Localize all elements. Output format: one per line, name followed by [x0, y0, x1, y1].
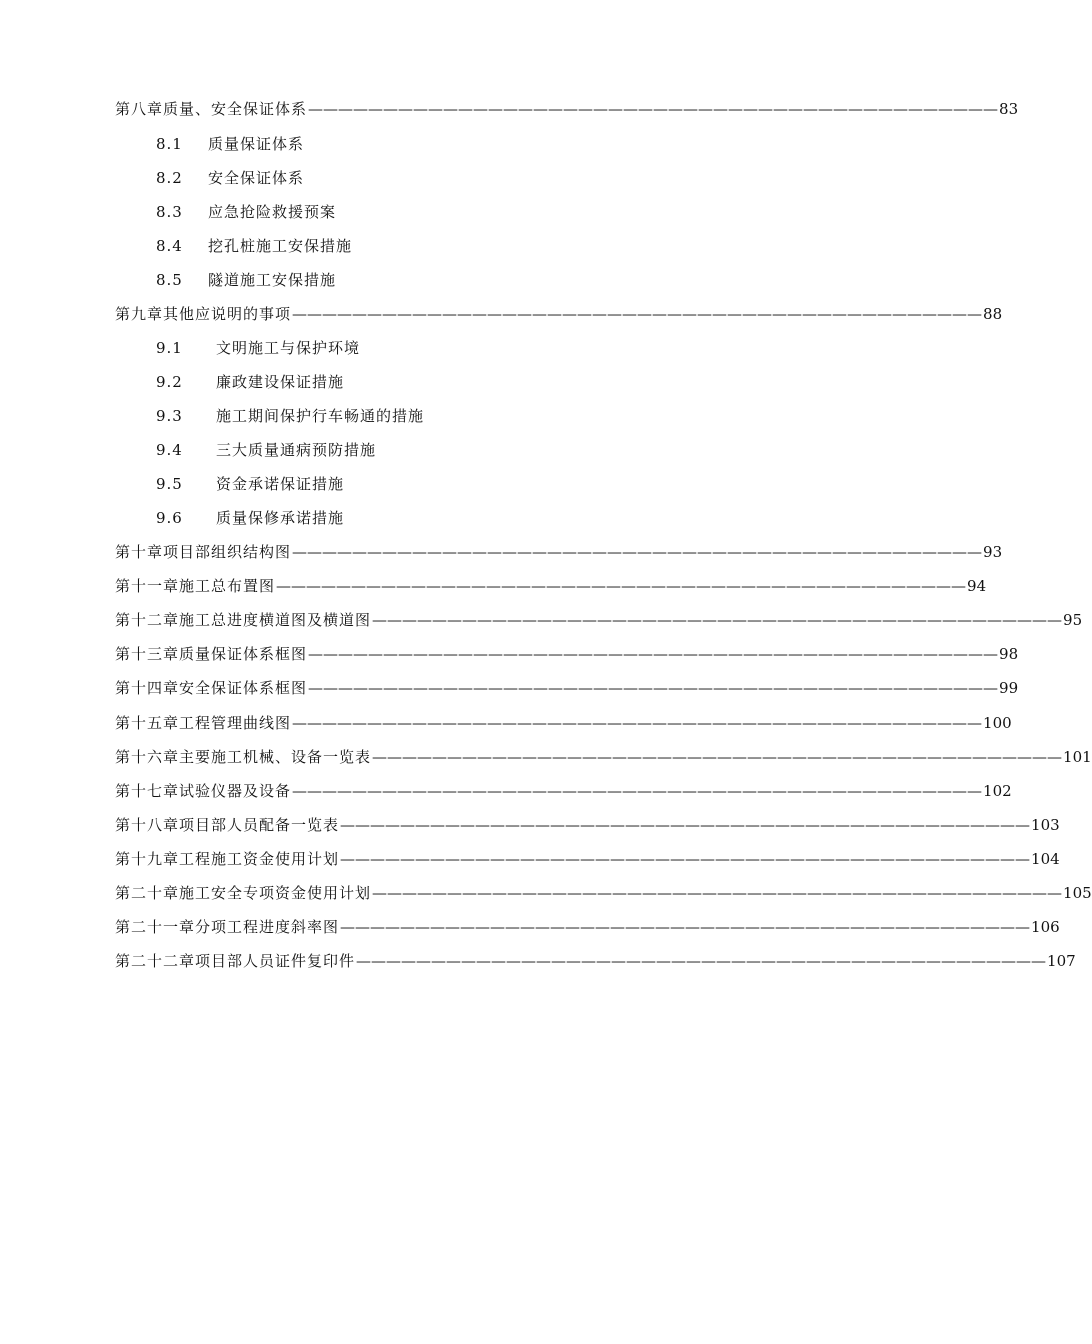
toc-chapter-12[interactable]: [115, 608, 1083, 632]
toc-chapter-20[interactable]: [115, 881, 1092, 905]
chapter-number: 第十章: [115, 543, 164, 561]
dot-leader: ——————————————————————————————————————————————: [372, 611, 1063, 629]
chapter-title: 其他应说明的事项: [163, 305, 292, 323]
item-title: 资金承诺保证措施: [216, 475, 345, 493]
chapter-number: 第二十二章: [115, 952, 196, 970]
page-number: 107: [1047, 952, 1076, 970]
page-number: 83: [999, 100, 1019, 118]
chapter-title: 安全保证体系框图: [179, 679, 308, 697]
item-number: 9.1: [156, 339, 183, 357]
chapter-title: 项目部人员证件复印件: [195, 952, 356, 970]
toc-item-9-5[interactable]: [156, 472, 344, 496]
chapter-number: 第十五章: [115, 714, 180, 732]
dot-leader: ——————————————————————————————————————————————: [308, 645, 999, 663]
chapter-number: 第十九章: [115, 850, 180, 868]
dot-leader: ——————————————————————————————————————————————: [372, 748, 1063, 766]
chapter-title: 施工总布置图: [179, 577, 276, 595]
page-number: 105: [1063, 884, 1092, 902]
toc-chapter-21[interactable]: [115, 915, 1060, 939]
toc-chapter-17[interactable]: [115, 779, 1012, 803]
item-number: 9.4: [156, 441, 183, 459]
chapter-title: 质量保证体系框图: [179, 645, 308, 663]
dot-leader: ——————————————————————————————————————————————: [276, 577, 967, 595]
toc-item-9-3[interactable]: [156, 404, 424, 428]
page-number: 101: [1063, 748, 1092, 766]
dot-leader: ——————————————————————————————————————————————: [356, 952, 1047, 970]
item-number: 9.6: [156, 509, 183, 527]
toc-item-8-5[interactable]: [156, 268, 336, 292]
page-number: 100: [983, 714, 1012, 732]
item-title: 安全保证体系: [208, 169, 305, 187]
chapter-title: 分项工程进度斜率图: [195, 918, 340, 936]
toc-chapter-22[interactable]: [115, 949, 1076, 973]
chapter-title: 主要施工机械、设备一览表: [179, 748, 372, 766]
toc-item-9-6[interactable]: [156, 506, 344, 530]
chapter-number: 第十二章: [115, 611, 180, 629]
page-number: 104: [1031, 850, 1060, 868]
toc-chapter-8[interactable]: [115, 97, 1019, 121]
page-number: 88: [983, 305, 1003, 323]
item-title: 施工期间保护行车畅通的措施: [216, 407, 425, 425]
toc-chapter-16[interactable]: [115, 745, 1092, 769]
chapter-title: 质量、安全保证体系: [163, 100, 308, 118]
item-title: 廉政建设保证措施: [216, 373, 345, 391]
item-title: 文明施工与保护环境: [216, 339, 361, 357]
toc-chapter-9[interactable]: [115, 302, 1003, 326]
toc-chapter-14[interactable]: [115, 676, 1019, 700]
dot-leader: ——————————————————————————————————————————————: [340, 816, 1031, 834]
item-number: 8.4: [156, 237, 183, 255]
toc-item-8-2[interactable]: [156, 166, 304, 190]
toc-chapter-19[interactable]: [115, 847, 1060, 871]
chapter-title: 工程施工资金使用计划: [179, 850, 340, 868]
toc-item-8-1[interactable]: [156, 132, 304, 156]
chapter-title: 施工总进度横道图及横道图: [179, 611, 372, 629]
page-number: 95: [1063, 611, 1083, 629]
dot-leader: ——————————————————————————————————————————————: [340, 918, 1031, 936]
chapter-number: 第二十一章: [115, 918, 196, 936]
item-number: 9.3: [156, 407, 183, 425]
item-title: 三大质量通病预防措施: [216, 441, 377, 459]
dot-leader: ——————————————————————————————————————————————: [292, 782, 983, 800]
item-title: 质量保修承诺措施: [216, 509, 345, 527]
page-number: 98: [999, 645, 1019, 663]
chapter-number: 第十四章: [115, 679, 180, 697]
page-number: 94: [967, 577, 987, 595]
page-number: 93: [983, 543, 1003, 561]
dot-leader: ——————————————————————————————————————————————: [292, 305, 983, 323]
item-number: 8.1: [156, 135, 183, 153]
dot-leader: ——————————————————————————————————————————————: [292, 543, 983, 561]
chapter-number: 第十六章: [115, 748, 180, 766]
toc-item-9-1[interactable]: [156, 336, 360, 360]
chapter-title: 项目部人员配备一览表: [179, 816, 340, 834]
toc-chapter-18[interactable]: [115, 813, 1060, 837]
chapter-number: 第八章: [115, 100, 164, 118]
page-number: 102: [983, 782, 1012, 800]
item-number: 9.2: [156, 373, 183, 391]
chapter-title: 试验仪器及设备: [179, 782, 292, 800]
dot-leader: ——————————————————————————————————————————————: [340, 850, 1031, 868]
dot-leader: ——————————————————————————————————————————————: [308, 100, 999, 118]
chapter-number: 第十三章: [115, 645, 180, 663]
toc-chapter-10[interactable]: [115, 540, 1003, 564]
page-number: 106: [1031, 918, 1060, 936]
chapter-number: 第十七章: [115, 782, 180, 800]
dot-leader: ——————————————————————————————————————————————: [308, 679, 999, 697]
toc-item-9-4[interactable]: [156, 438, 376, 462]
item-number: 8.5: [156, 271, 183, 289]
chapter-title: 项目部组织结构图: [163, 543, 292, 561]
toc-chapter-13[interactable]: [115, 642, 1019, 666]
dot-leader: ——————————————————————————————————————————————: [372, 884, 1063, 902]
toc-chapter-11[interactable]: [115, 574, 987, 598]
page-number: 103: [1031, 816, 1060, 834]
item-number: 9.5: [156, 475, 183, 493]
chapter-title: 施工安全专项资金使用计划: [179, 884, 372, 902]
chapter-title: 工程管理曲线图: [179, 714, 292, 732]
item-title: 隧道施工安保措施: [208, 271, 337, 289]
item-title: 应急抢险救援预案: [208, 203, 337, 221]
toc-item-8-4[interactable]: [156, 234, 352, 258]
page-number: 99: [999, 679, 1019, 697]
toc-item-8-3[interactable]: [156, 200, 336, 224]
dot-leader: ——————————————————————————————————————————————: [292, 714, 983, 732]
chapter-number: 第十一章: [115, 577, 180, 595]
toc-item-9-2[interactable]: [156, 370, 344, 394]
chapter-number: 第十八章: [115, 816, 180, 834]
item-title: 质量保证体系: [208, 135, 305, 153]
item-title: 挖孔桩施工安保措施: [208, 237, 353, 255]
item-number: 8.2: [156, 169, 183, 187]
toc-chapter-15[interactable]: [115, 711, 1012, 735]
chapter-number: 第二十章: [115, 884, 180, 902]
chapter-number: 第九章: [115, 305, 164, 323]
item-number: 8.3: [156, 203, 183, 221]
